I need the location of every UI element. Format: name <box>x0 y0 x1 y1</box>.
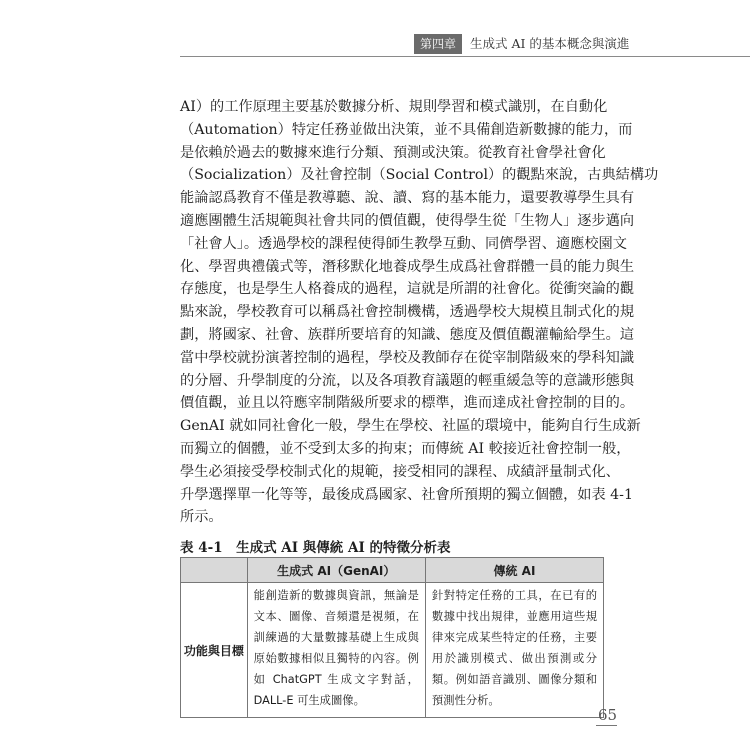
body-line: 能論認爲教育不僅是教導聽、說、讀、寫的基本能力，還要教導學生具有 <box>180 190 635 207</box>
body-line: 學生必須接受學校制式化的規範，接受相同的課程、成績評量制式化、 <box>180 463 620 480</box>
body-line: 價值觀，並且以符應宰制階級所要求的標準，進而達成社會控制的目的。 <box>180 395 635 412</box>
body-line: 「社會人」。透過學校的課程使得師生教學互動、同儕學習、適應校園文 <box>180 235 627 252</box>
body-line: 化、學習典禮儀式等，潛移默化地養成學生成爲社會群體一員的能力與生 <box>180 258 635 275</box>
body-line: 的分層、升學制度的分流，以及各項教育議題的輕重緩急等的意識形態與 <box>180 372 635 389</box>
body-paragraph <box>180 96 659 529</box>
body-line: 所示。 <box>180 509 223 526</box>
body-line: AI）的工作原理主要基於數據分析、規則學習和模式識別，在自動化 <box>180 99 608 115</box>
table-header-traditional: 傳統 AI <box>425 558 603 583</box>
table-row-label: 功能與目標 <box>181 583 248 718</box>
header-rule <box>180 56 750 57</box>
comparison-table <box>180 557 604 718</box>
body-line: （Socialization）及社會控制（Social Control）的觀點來說，古典結構功 <box>180 167 659 184</box>
chapter-label: 第四章 <box>414 34 462 54</box>
table-cell-genai: 能創造新的數據與資訊，無論是文本、圖像、音頻還是視頻，在訓練過的大量數據基礎上生成與原始數據相似且獨特的內容。例如 ChatGPT 生成文字對話，DALL-E 可生成圖像。 <box>247 583 425 718</box>
body-line: 點來說，學校教育可以稱爲社會控制機構，透過學校大規模且制式化的規 <box>180 304 635 321</box>
body-line: 升學選擇單一化等等，最後成爲國家、社會所預期的獨立個體，如表 4-1 <box>180 486 633 503</box>
body-line: （Automation）特定任務並做出決策，並不具備創造新數據的能力，而 <box>180 121 633 138</box>
body-line: GenAI 就如同社會化一般，學生在學校、社區的環境中，能夠自行生成新 <box>180 418 641 435</box>
table-header-genai: 生成式 AI（GenAI） <box>247 558 425 583</box>
body-line: 適應團體生活規範與社會共同的價值觀，使得學生從「生物人」逐步邁向 <box>180 212 635 229</box>
table-row <box>181 583 604 718</box>
chapter-title: 生成式 AI 的基本概念與演進 <box>470 36 630 51</box>
table-caption: 表 4-1 生成式 AI 與傳統 AI 的特徵分析表 <box>180 540 451 556</box>
body-line: 劃，將國家、社會、族群所要培育的知識、態度及價值觀灌輸給學生。這 <box>180 326 635 343</box>
body-line: 是依賴於過去的數據來進行分類、預測或決策。從教育社會學社會化 <box>180 144 606 161</box>
page-number: 65 <box>598 706 618 724</box>
body-line: 存態度，也是學生人格養成的過程，這就是所謂的社會化。從衝突論的觀 <box>180 281 635 298</box>
table-header-corner <box>181 558 248 583</box>
table-header-row <box>181 558 604 583</box>
body-line: 當中學校就扮演著控制的過程，學校及教師存在從宰制階級來的學科知識 <box>180 349 635 366</box>
body-line: 而獨立的個體，並不受到太多的拘束；而傳統 AI 較接近社會控制一般， <box>180 440 631 457</box>
table-cell-traditional: 針對特定任務的工具，在已有的數據中找出規律，並應用這些規律來完成某些特定的任務，主要用於識別模式、做出預測或分類。例如語音識別、圖像分類和預測性分析。 <box>425 583 603 718</box>
